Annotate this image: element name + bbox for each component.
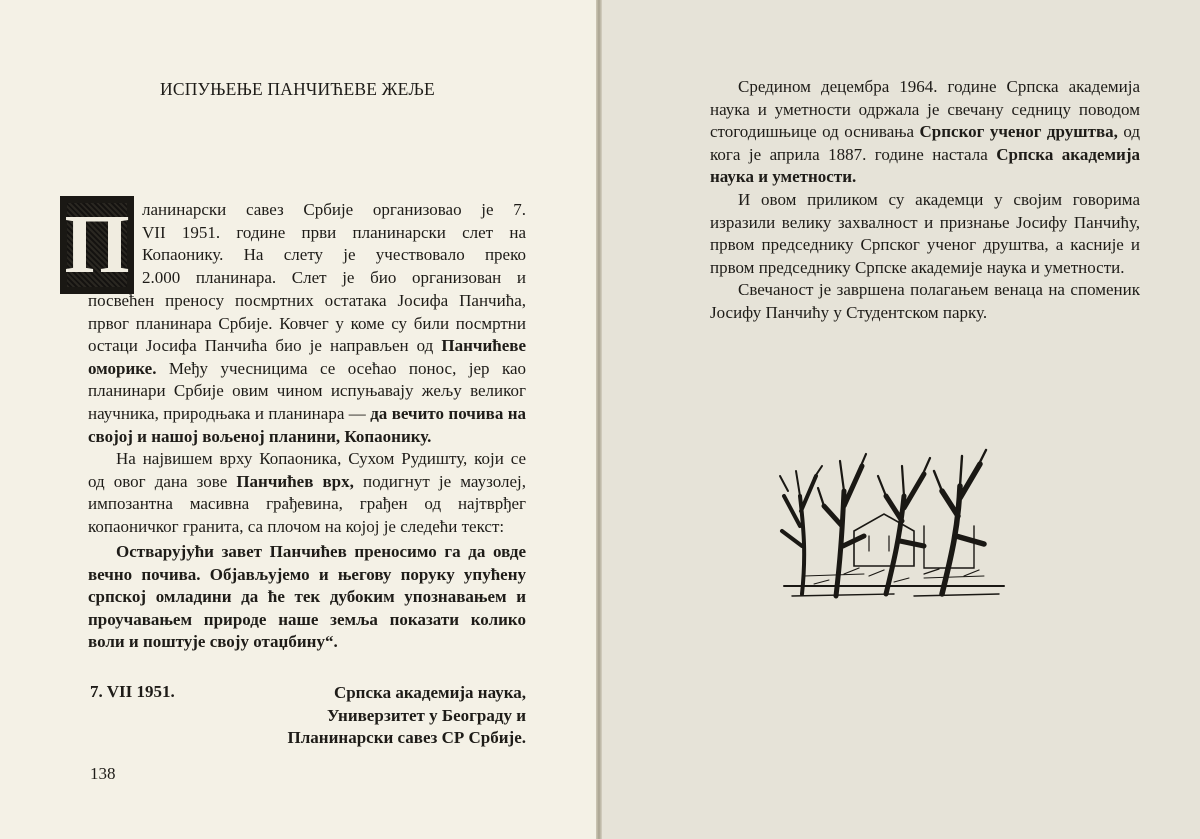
drop-cap-letter: П (64, 198, 130, 291)
bold-text-run: Остварујући завет Панчићев преносимо га да овде вечно почива. Објављујемо и његову поруку упућену српској омладини да ће тек дубоким упознавањем и проучавањем природе наше земља показати колико воли и поштује своју отаџбину“. (88, 542, 526, 652)
signature-line: Планинарски савез СР Србије. (287, 728, 526, 748)
bold-text-run: да вечито почива на својој и нашој вољеној планини, Копаонику. (88, 403, 527, 446)
signature-date: 7. VII 1951. (90, 682, 175, 701)
opening-lines (142, 199, 526, 289)
bold-text-run: Српска академија наука и уметности. (710, 144, 1141, 187)
opening-line: VII 1951. године први планинарски слет на (142, 222, 526, 242)
inscription-quote (88, 541, 526, 654)
bold-text-run: Српског ученог друштва, (919, 122, 1118, 142)
right-paragraph-1 (710, 76, 1140, 189)
opening-line: Копаонику. На слету је учествовало преко (142, 245, 526, 265)
tree-sketch-illustration (774, 436, 1014, 606)
quote-text (88, 541, 526, 654)
text-run: Међу учесницима се осећао понос, јер као планинари Србије овим чином испуњавају жељу великог научника, природњака и планинара — (88, 358, 526, 423)
signature-block (258, 682, 526, 750)
chapter-title: ИСПУЊЕЊЕ ПАНЧИЋЕВЕ ЖЕЉЕ (160, 79, 435, 99)
right-paragraph-3: Свечаност је завршена полагањем венаца на споменик Јосифу Панчићу у Студентском парку. (710, 280, 1140, 322)
bold-text-run: Панчићев врх, (236, 471, 354, 491)
opening-line: ланинарски савез Србије организовао је 7. (142, 200, 526, 219)
paragraph-1-continued (88, 290, 526, 448)
text-run: од кога је априла 1887. године настала (710, 122, 1140, 164)
book-gutter (596, 0, 602, 839)
paragraph-2 (88, 448, 526, 538)
body-text-right (710, 76, 1140, 325)
signature-line: Универзитет у Београду и (326, 705, 526, 725)
text-run: На највишем врху Копаоника, Сухом Рудишту, који се од овог дана зове (88, 449, 526, 491)
bold-text-run: Панчићеве оморике. (88, 336, 526, 378)
page-number: 138 (90, 764, 116, 783)
text-run: посвећен преносу посмртних остатака Јосифа Панчића, првог планинара Србије. Ковчег у коме су били посмртни остаци Јосифа Панчића био је направљен од (88, 291, 526, 356)
signature-line: Српска академија наука, (333, 683, 526, 702)
drop-cap (60, 196, 134, 294)
right-paragraph-2: И овом приликом су академци у својим говорима изразили велику захвалност и признање Јосифу Панчићу, првом председнику Српског ученог друштва, а касније и првом председнику Српске академије наука и уметности. (710, 189, 1140, 277)
text-run: подигнут је маузолеј, импозантна масивна грађевина, грађен од најтврђег копаоничког гранита, са плочом на којој је следећи текст: (88, 471, 526, 536)
drop-cap-ornament (64, 198, 130, 291)
opening-line: 2.000 планинара. Слет је био организован и (142, 267, 526, 287)
text-run: Средином децембра 1964. године Српска академија наука и уметности одржала је свечану седницу поводом стогодишњице од оснивања (710, 77, 1140, 142)
body-text-left (88, 290, 526, 539)
